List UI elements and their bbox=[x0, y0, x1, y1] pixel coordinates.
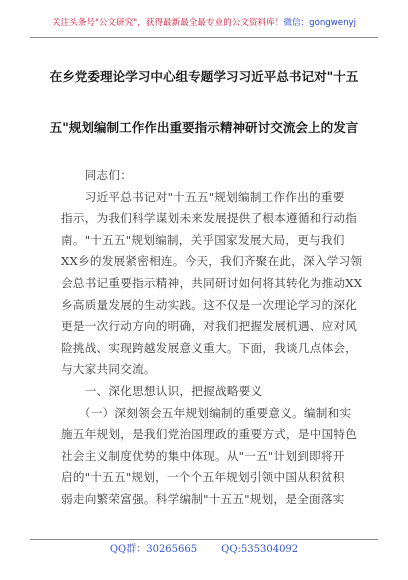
header-divider bbox=[30, 37, 378, 38]
document-title-line-1: 在乡党委理论学习中心组专题学习习近平总书记对"十五 bbox=[49, 69, 359, 84]
footer-divider bbox=[30, 539, 378, 540]
page-footer bbox=[0, 543, 408, 557]
body-line: 习近平总书记对"十五五"规划编制工作作出的重要 bbox=[61, 189, 345, 204]
body-line: XX乡的发展紧密相连。今天，我们齐聚在此，深入学习领 bbox=[61, 254, 363, 269]
body-line: 指示，为我们科学谋划未来发展提供了根本遵循和行动指 bbox=[61, 211, 358, 226]
header-notice: 关注头条号"公文研究"，获得最新最全最专业的公文资料库！ bbox=[52, 18, 284, 28]
footer-qq-group: QQ群：30265665 bbox=[109, 544, 198, 555]
body-line: 弱走向繁荣富强。科学编制"十五五"规划，是全面落实 bbox=[61, 491, 345, 506]
body-line: 同志们： bbox=[61, 168, 133, 182]
body-line: 与大家共同交流。 bbox=[61, 362, 156, 377]
header-wechat: 微信：gongwenyj bbox=[283, 18, 356, 28]
body-line: 启的"十五五"规划，一个个五年规划引领中国从积贫积 bbox=[61, 470, 345, 485]
section-heading: 一、深化思想认识，把握战略要义 bbox=[61, 383, 263, 398]
body-line: 南。"十五五"规划编制，关乎国家发展大局，更与我们 bbox=[61, 232, 345, 247]
body-line: 施五年规划，是我们党治国理政的重要方式，是中国特色 bbox=[61, 427, 358, 442]
document-title-line-2: 五"规划编制工作作出重要指示精神研讨交流会上的发言 bbox=[49, 120, 359, 135]
body-line: 更是一次行动方向的明确，对我们把握发展机遇、应对风 bbox=[61, 319, 358, 334]
body-line: （一）深刻领会五年规划编制的重要意义。编制和实 bbox=[61, 405, 352, 420]
page-header bbox=[30, 17, 378, 29]
footer-qq: QQ:535304092 bbox=[221, 544, 299, 555]
document-body bbox=[61, 165, 363, 511]
body-line: 险挑战、实现跨越发展意义重大。下面，我谈几点体会， bbox=[61, 340, 358, 355]
body-line: 乡高质量发展的生动实践。这不仅是一次理论学习的深化 bbox=[61, 297, 358, 312]
body-line: 会总书记重要指示精神，共同研讨如何将其转化为推动XX bbox=[61, 275, 363, 290]
body-line: 社会主义制度优势的集中体现。从"一五"计划到即将开 bbox=[61, 448, 345, 463]
